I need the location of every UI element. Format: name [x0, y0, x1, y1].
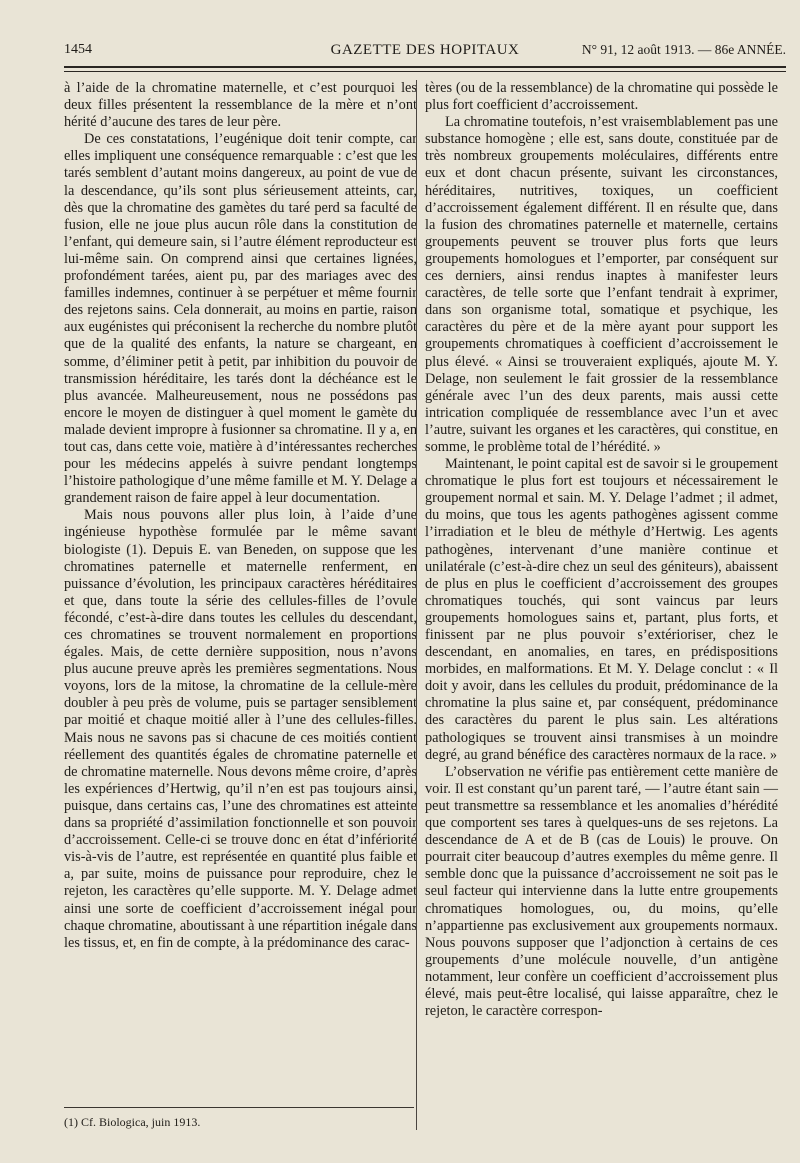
paragraph: à l’aide de la chromatine maternelle, et c’est pourquoi les deux filles présentent la ressemblance de la mère et n’ont hérité d’aucune des tares de leur père. [64, 80, 417, 131]
paragraph: La chromatine toutefois, n’est vraisemblablement pas une substance homogène ; elle est, sans doute, constituée par de très nombreux groupements moléculaires, différents entre eux et dont chacun présente, suivant les circonstances, héréditaires, nutritives, toxiques, un coefficient d’accroissement également différent. Il en résulte que, dans la fusion des chromatines paternelle et maternelle, certains groupements peuvent se trouver plus forts que leurs groupements homologues et l’emporter, par conséquent sur ces derniers, ainsi rendus inaptes à manifester leurs caractères, de telle sorte que l’enfant tendrait à exprimer, dans son organisme total, somatique et psychique, les caractères du père et de la mère ayant pour support les groupements chromatiques à coefficient d’accroissement le plus élevé. « Ainsi se trouveraient expliqués, ajoute M. Y. Delage, non seulement le fait grossier de la ressemblance générale avec l’un des deux parents, mais aussi cette intrication compliquée de ressemblance avec l’un et avec l’autre, suivant les organes et les caractères, qui constitue, en somme, le problème total de l’hérédité. » [425, 114, 778, 455]
right-column [425, 80, 778, 1020]
header-rule-thick [64, 66, 786, 68]
column-divider [416, 80, 417, 1130]
footnote: (1) Cf. Biologica, juin 1913. [64, 1115, 201, 1129]
footnote-rule [64, 1107, 414, 1108]
issue-info: N° 91, 12 août 1913. — 86e ANNÉE. [581, 42, 786, 57]
page-number: 1454 [64, 42, 92, 57]
paragraph: tères (ou de la ressemblance) de la chromatine qui possède le plus fort coefficient d’accroissement. [425, 80, 778, 114]
header-rule-thin [64, 71, 786, 72]
paragraph: Mais nous pouvons aller plus loin, à l’aide d’une ingénieuse hypothèse formulée par le même savant biologiste (1). Depuis E. van Beneden, on suppose que les chromatines paternelle et maternelle renferment, en puissance d’évolution, les principaux caractères héréditaires et que, dans toute la série des cellules-filles de l’ovule fécondé, c’est-à-dire dans toutes les cellules du descendant, ces chromatines se trouvent normalement en proportions égales. Mais, de cette dernière supposition, nous n’avons plus aucune preuve après les premières segmentations. Nous voyons, lors de la mitose, la chromatine de la cellule-mère doubler à peu près de volume, puis se partager sensiblement par moitié et chaque moitié aller à l’une des cellules-filles. Mais nous ne savons pas si chacune de ces moitiés contient réellement des quantités égales de chromatine paternelle et de chromatine maternelle. Nous devons même croire, d’après les expériences d’Hertwig, qu’il n’en est pas toujours ainsi, puisque, dans certains cas, l’une des chromatines est atteinte dans sa propriété d’assimilation fonctionnelle et son pouvoir d’accroissement. Celle-ci se trouve donc en état d’infériorité vis-à-vis de l’autre, est représentée en quantité plus faible et a, par suite, moins de puissance pour reproduire, chez le rejeton, les caractères qu’elle supporte. M. Y. Delage admet ainsi une sorte de coefficient d’accroissement inégal pour chaque chromatine, aboutissant à une répartition inégale dans les tissus, et, en fin de compte, à la prédominance des carac- [64, 507, 417, 951]
journal-title: GAZETTE DES HOPITAUX [330, 42, 520, 58]
paragraph: L’observation ne vérifie pas entièrement cette manière de voir. Il est constant qu’un parent taré, — l’autre étant sain — peut transmettre sa ressemblance et les anomalies d’hérédité que comportent ses tares à quelques-uns de ses rejetons. La descendance de A et de B (cas de Louis) le prouve. On pourrait citer beaucoup d’autres exemples du même genre. Il semble donc que la puissance d’accroissement ne soit pas le seul facteur qui intervienne dans la lutte entre groupements chromatiques homologues, ou, du moins, qu’elle n’appartienne pas exclusivement aux groupements normaux. Nous pouvons supposer que l’adjonction à certains de ces groupements d’une molécule nouvelle, d’un antigène notamment, leur confère un coefficient d’accroissement plus élevé, mais peut-être localisé, qui laisse apparaître, chez le rejeton, le caractère correspon- [425, 763, 778, 1020]
left-column [64, 80, 417, 952]
paragraph: De ces constatations, l’eugénique doit tenir compte, car elles impliquent une conséquence remarquable : c’est que les tarés semblent d’autant moins dangereux, au point de vue de la descendance, qu’ils sont plus sérieusement atteints, car, dès que la chromatine des gamètes du taré perd sa faculté de fusion, elle ne joue plus aucun rôle dans la constitution de l’enfant, qui demeure sain, si l’autre élément reproducteur est lui-même sain. On comprend ainsi que certaines lignées, profondément tarées, aient pu, par des mariages avec des familles indemnes, continuer à se perpétuer et même fournir des rejetons sains. Cela donnerait, au moins en partie, raison aux eugénistes qui préconisent la recherche du nombre plutôt que de la qualité des enfants, la nature se chargeant, en somme, d’éliminer petit à petit, par inhibition du pouvoir de transmission héréditaire, les tarés dont la déchéance est le plus avancée. Malheureusement, nous ne possédons pas encore le moyen de distinguer à quel moment le gamète du malade devient impropre à fusionner sa chromatine. Il y a, en tout cas, dans cette voie, matière à d’intéressantes recherches pour les médecins appelés à suivre pendant longtemps l’histoire pathologique d’une même famille et M. Y. Delage a grandement raison de faire appel à leur documentation. [64, 131, 417, 507]
paragraph: Maintenant, le point capital est de savoir si le groupement chromatique le plus fort est toujours et nécessairement le groupement normal et sain. M. Y. Delage l’admet ; il admet, du moins, que tous les agents pathogènes agissent comme l’irradiation et le bleu de méthyle d’Hertwig. Les agents pathogènes, intervenant d’une manière continue et unilatérale (c’est-à-dire chez un seul des géniteurs), abaissent de plus en plus le coefficient d’accroissement des groupes chromatiques touchés, qui sont vaincus par leurs groupements homologues sains et, partant, plus forts, et finissent par ne plus pouvoir s’extérioriser, chez le descendant, en anomalies, en tares, en prédispositions morbides, en malformations. Et M. Y. Delage conclut : « Il doit y avoir, dans les cellules du produit, prédominance de la chromatine la plus saine et, par conséquent, prédominance des caractères du parent le plus sain. Les altérations pathologiques se trouvent ainsi transmises à un moindre degré, au grand bénéfice des caractères normaux de la race. » [425, 456, 778, 763]
page-header [64, 42, 786, 64]
